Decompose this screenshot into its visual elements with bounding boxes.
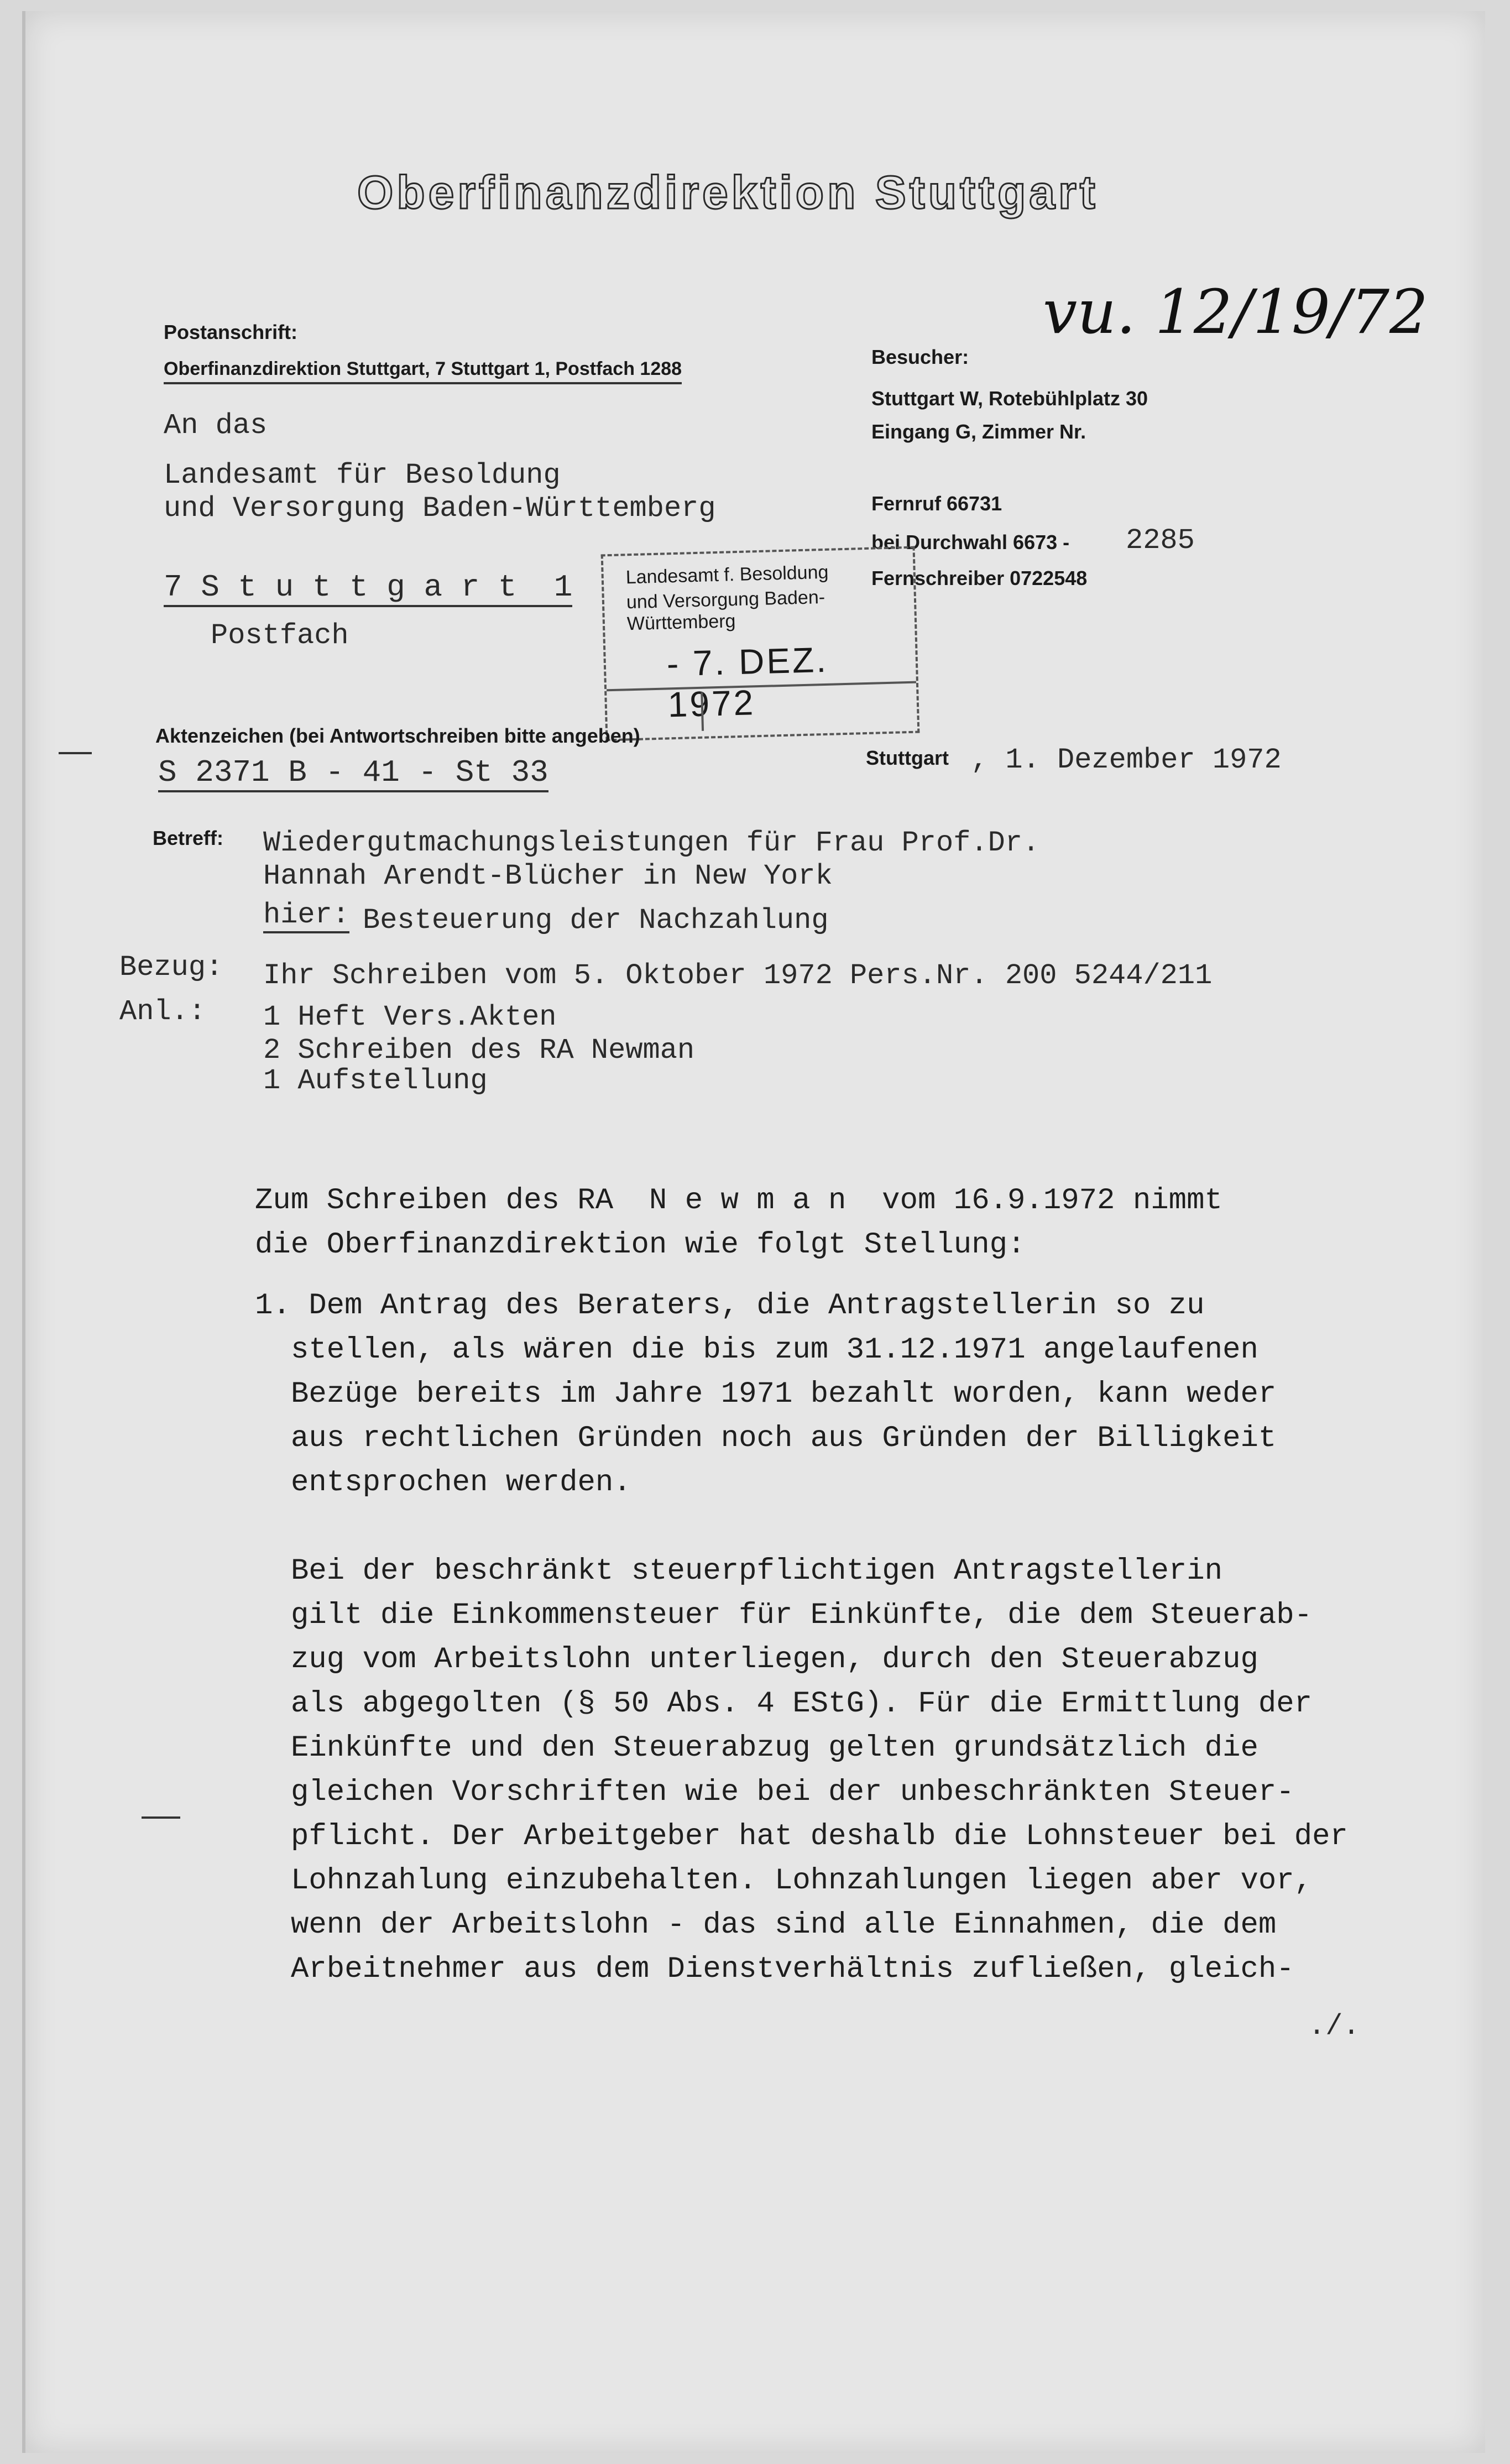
stamp-date: - 7. DEZ. 1972 (666, 639, 829, 725)
paragraph-line: Arbeitnehmer aus dem Dienstverhältnis zufließen, gleich- (291, 1953, 1294, 1986)
body-intro-line: Zum Schreiben des RA N e w m a n vom 16.9.1972 nimmt (255, 1184, 1222, 1218)
paragraph-line: Einkünfte und den Steuerabzug gelten grundsätzlich die (291, 1731, 1258, 1765)
paragraph-line: als abgegolten (§ 50 Abs. 4 EStG). Für die Ermittlung der (291, 1687, 1313, 1721)
fernschreiber: Fernschreiber 0722548 (871, 567, 1088, 589)
paragraph-line: pflicht. Der Arbeitgeber hat deshalb die Lohnsteuer bei der (291, 1820, 1348, 1854)
paragraph-line: gilt die Einkommensteuer für Einkünfte, die dem Steuerab- (291, 1599, 1313, 1632)
postanschrift-address: Oberfinanzdirektion Stuttgart, 7 Stuttgart 1, Postfach 1288 (164, 358, 682, 384)
received-stamp (601, 546, 920, 742)
besucher-address: Stuttgart W, Rotebühlplatz 30 (871, 387, 1148, 410)
recipient-line3: und Versorgung Baden-Württemberg (164, 492, 716, 525)
fernruf: Fernruf 66731 (871, 492, 1002, 515)
recipient-postfach: Postfach (211, 619, 349, 652)
body-intro-line: die Oberfinanzdirektion wie folgt Stellung: (255, 1228, 1026, 1262)
aktenzeichen-label: Aktenzeichen (bei Antwortschreiben bitte angeben) (155, 724, 640, 747)
besucher-room: Eingang G, Zimmer Nr. (871, 420, 1086, 443)
paragraph-line: wenn der Arbeitslohn - das sind alle Einnahmen, die dem (291, 1908, 1277, 1942)
point1-line: 1. Dem Antrag des Beraters, die Antragstellerin so zu (255, 1289, 1205, 1323)
recipient-line1: An das (164, 409, 268, 442)
paragraph-line: Bei der beschränkt steuerpflichtigen Antragstellerin (291, 1554, 1223, 1588)
letter-date: , 1. Dezember 1972 (971, 744, 1282, 776)
durchwahl-label: bei Durchwahl 6673 - (871, 531, 1070, 554)
date-place: Stuttgart (866, 746, 949, 769)
paragraph-line: gleichen Vorschriften wie bei der unbeschränkten Steuer- (291, 1776, 1294, 1809)
betreff-line2: Hannah Arendt-Blücher in New York (263, 860, 833, 892)
continuation-mark: ./. (1308, 2010, 1360, 2043)
point1-line: entsprochen werden. (291, 1466, 631, 1500)
letterhead-title: Oberfinanzdirektion Stuttgart (357, 166, 1099, 218)
fold-mark (142, 1816, 180, 1819)
durchwahl-extension: 2285 (1126, 524, 1195, 557)
bezug-label: Bezug: (119, 951, 223, 984)
betreff-hier-text: Besteuerung der Nachzahlung (363, 904, 829, 937)
point1-line: stellen, als wären die bis zum 31.12.1971 angelaufenen (291, 1333, 1258, 1367)
fold-mark (59, 752, 92, 754)
paragraph-line: Lohnzahlung einzubehalten. Lohnzahlungen liegen aber vor, (291, 1864, 1313, 1898)
bezug-text: Ihr Schreiben vom 5. Oktober 1972 Pers.Nr. 200 5244/211 (263, 959, 1213, 992)
betreff-label: Betreff: (153, 827, 224, 849)
stamp-line2: und Versorgung Baden-Württemberg (626, 586, 825, 635)
paragraph-line: zug vom Arbeitslohn unterliegen, durch den Steuerabzug (291, 1643, 1258, 1677)
betreff-hier-label: hier: (263, 899, 349, 933)
postanschrift-label: Postanschrift: (164, 321, 298, 343)
letter-page (22, 11, 1485, 2453)
anlagen-label: Anl.: (119, 995, 206, 1028)
anlage-item: 2 Schreiben des RA Newman (263, 1034, 695, 1067)
betreff-line1: Wiedergutmachungsleistungen für Frau Prof.Dr. (263, 827, 1040, 859)
aktenzeichen-value: S 2371 B - 41 - St 33 (158, 755, 548, 792)
recipient-line2: Landesamt für Besoldung (164, 459, 561, 492)
anlage-item: 1 Aufstellung (263, 1064, 488, 1097)
recipient-city: 7 S t u t t g a r t 1 (164, 570, 572, 607)
handwritten-note: vu. 12/19/72 (1043, 276, 1428, 347)
stamp-line1: Landesamt f. Besoldung (625, 561, 829, 588)
point1-line: aus rechtlichen Gründen noch aus Gründen der Billigkeit (291, 1422, 1277, 1455)
point1-line: Bezüge bereits im Jahre 1971 bezahlt worden, kann weder (291, 1377, 1277, 1411)
besucher-label: Besucher: (871, 346, 969, 368)
anlage-item: 1 Heft Vers.Akten (263, 1001, 557, 1033)
